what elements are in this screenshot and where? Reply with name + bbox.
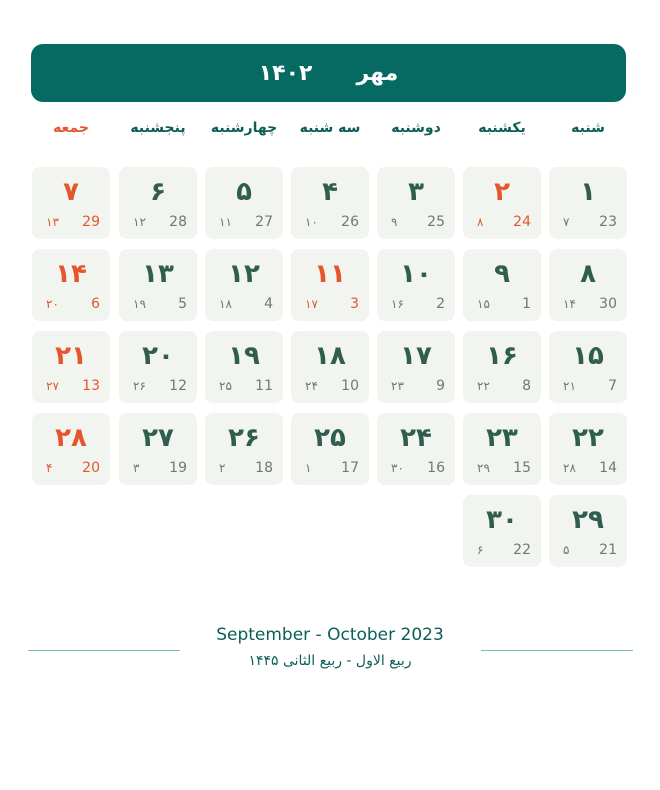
persian-day: ۲۱ bbox=[55, 341, 87, 371]
gregorian-day: 26 bbox=[341, 214, 359, 230]
hijri-day: ۱۸ bbox=[219, 297, 232, 311]
day-cell[interactable] bbox=[377, 167, 455, 239]
hijri-day: ۲۸ bbox=[563, 461, 576, 475]
hijri-day: ۲۱ bbox=[563, 379, 576, 393]
day-cell[interactable] bbox=[291, 167, 369, 239]
weekday-label: شنبه bbox=[571, 120, 605, 136]
gregorian-day: 11 bbox=[255, 378, 273, 394]
day-cell[interactable] bbox=[549, 249, 627, 321]
persian-day: ۲۵ bbox=[314, 423, 346, 453]
weekday-label: جمعه bbox=[53, 120, 89, 136]
day-cell[interactable] bbox=[549, 413, 627, 485]
day-cell[interactable] bbox=[377, 249, 455, 321]
gregorian-day: 16 bbox=[427, 460, 445, 476]
hijri-day: ۲۹ bbox=[477, 461, 490, 475]
persian-day: ۱۴ bbox=[55, 259, 87, 289]
gregorian-day: 18 bbox=[255, 460, 273, 476]
day-cell[interactable] bbox=[119, 413, 197, 485]
persian-day: ۲۰ bbox=[142, 341, 174, 371]
hijri-day: ۱۶ bbox=[391, 297, 404, 311]
hijri-day: ۸ bbox=[477, 215, 484, 229]
persian-day: ۹ bbox=[494, 259, 510, 289]
gregorian-day: 17 bbox=[341, 460, 359, 476]
hijri-day: ۲۴ bbox=[305, 379, 318, 393]
gregorian-day: 25 bbox=[427, 214, 445, 230]
gregorian-day: 2 bbox=[436, 296, 445, 312]
gregorian-day: 14 bbox=[599, 460, 617, 476]
persian-day: ۲۶ bbox=[228, 423, 260, 453]
hijri-day: ۱ bbox=[305, 461, 312, 475]
persian-day: ۱۹ bbox=[228, 341, 260, 371]
persian-day: ۷ bbox=[63, 177, 79, 207]
persian-day: ۲ bbox=[494, 177, 510, 207]
persian-day: ۱ bbox=[580, 177, 596, 207]
persian-day: ۱۳ bbox=[142, 259, 174, 289]
weekday-label: چهارشنبه bbox=[210, 120, 278, 136]
hijri-day: ۲۵ bbox=[219, 379, 232, 393]
footer-divider-left bbox=[28, 650, 180, 651]
day-cell[interactable] bbox=[119, 249, 197, 321]
gregorian-day: 24 bbox=[513, 214, 531, 230]
day-cell[interactable] bbox=[463, 495, 541, 567]
persian-day: ۳ bbox=[408, 177, 424, 207]
gregorian-day: 23 bbox=[599, 214, 617, 230]
hijri-day: ۱۳ bbox=[46, 215, 59, 229]
gregorian-day: 5 bbox=[178, 296, 187, 312]
gregorian-day: 3 bbox=[350, 296, 359, 312]
hijri-day: ۱۰ bbox=[305, 215, 318, 229]
gregorian-day: 8 bbox=[522, 378, 531, 394]
persian-day: ۵ bbox=[236, 177, 252, 207]
day-cell[interactable] bbox=[205, 249, 283, 321]
persian-day: ۲۴ bbox=[400, 423, 432, 453]
persian-day: ۴ bbox=[322, 177, 338, 207]
hijri-day: ۲۳ bbox=[391, 379, 404, 393]
day-cell[interactable] bbox=[377, 331, 455, 403]
day-cell[interactable] bbox=[32, 413, 110, 485]
gregorian-day: 21 bbox=[599, 542, 617, 558]
day-cell[interactable] bbox=[549, 495, 627, 567]
day-cell[interactable] bbox=[291, 331, 369, 403]
persian-day: ۲۹ bbox=[572, 505, 604, 535]
gregorian-day: 7 bbox=[608, 378, 617, 394]
hijri-day: ۴ bbox=[46, 461, 53, 475]
day-cell[interactable] bbox=[205, 167, 283, 239]
hijri-day: ۱۴ bbox=[563, 297, 576, 311]
gregorian-day: 15 bbox=[513, 460, 531, 476]
weekday-label: دوشنبه bbox=[391, 120, 441, 136]
day-cell[interactable] bbox=[205, 413, 283, 485]
gregorian-range: September - October 2023 bbox=[216, 625, 444, 645]
gregorian-day: 22 bbox=[513, 542, 531, 558]
persian-day: ۲۷ bbox=[142, 423, 174, 453]
gregorian-day: 9 bbox=[436, 378, 445, 394]
month-header bbox=[31, 44, 626, 102]
day-cell[interactable] bbox=[463, 413, 541, 485]
hijri-day: ۳۰ bbox=[391, 461, 404, 475]
persian-day: ۲۳ bbox=[486, 423, 518, 453]
gregorian-day: 10 bbox=[341, 378, 359, 394]
weekday-row bbox=[0, 120, 660, 144]
gregorian-day: 29 bbox=[82, 214, 100, 230]
persian-day: ۱۸ bbox=[314, 341, 346, 371]
day-cell[interactable] bbox=[32, 249, 110, 321]
persian-day: ۱۰ bbox=[400, 259, 432, 289]
day-cell[interactable] bbox=[291, 249, 369, 321]
month-name: مهر bbox=[356, 60, 399, 86]
day-cell[interactable] bbox=[377, 413, 455, 485]
persian-day: ۲۲ bbox=[572, 423, 604, 453]
gregorian-day: 20 bbox=[82, 460, 100, 476]
gregorian-day: 1 bbox=[522, 296, 531, 312]
hijri-day: ۲۰ bbox=[46, 297, 59, 311]
hijri-day: ۲۶ bbox=[133, 379, 146, 393]
gregorian-day: 13 bbox=[82, 378, 100, 394]
day-cell[interactable] bbox=[291, 413, 369, 485]
hijri-day: ۱۲ bbox=[133, 215, 146, 229]
day-cell[interactable] bbox=[119, 331, 197, 403]
persian-day: ۲۸ bbox=[55, 423, 87, 453]
weekday-label: سه شنبه bbox=[299, 120, 361, 136]
gregorian-day: 28 bbox=[169, 214, 187, 230]
weekday-label: یکشنبه bbox=[478, 120, 526, 136]
hijri-day: ۷ bbox=[563, 215, 570, 229]
gregorian-day: 4 bbox=[264, 296, 273, 312]
gregorian-day: 19 bbox=[169, 460, 187, 476]
day-cell[interactable] bbox=[32, 331, 110, 403]
persian-day: ۳۰ bbox=[486, 505, 518, 535]
persian-day: ۱۵ bbox=[572, 341, 604, 371]
day-cell[interactable] bbox=[549, 331, 627, 403]
gregorian-day: 27 bbox=[255, 214, 273, 230]
gregorian-day: 6 bbox=[91, 296, 100, 312]
footer-divider-right bbox=[481, 650, 633, 651]
hijri-day: ۲۷ bbox=[46, 379, 59, 393]
gregorian-day: 30 bbox=[599, 296, 617, 312]
hijri-day: ۲۲ bbox=[477, 379, 490, 393]
hijri-day: ۱۱ bbox=[219, 215, 232, 229]
day-cell[interactable] bbox=[32, 167, 110, 239]
persian-day: ۶ bbox=[150, 177, 166, 207]
persian-day: ۸ bbox=[580, 259, 596, 289]
day-cell[interactable] bbox=[549, 167, 627, 239]
persian-day: ۱۲ bbox=[228, 259, 260, 289]
day-cell[interactable] bbox=[463, 249, 541, 321]
weekday-label: پنجشنبه bbox=[130, 120, 186, 136]
hijri-range: ربیع الاول - ربیع الثانی ۱۴۴۵ bbox=[248, 653, 412, 669]
hijri-day: ۱۵ bbox=[477, 297, 490, 311]
day-cell[interactable] bbox=[463, 331, 541, 403]
persian-day: ۱۷ bbox=[400, 341, 432, 371]
hijri-day: ۲ bbox=[219, 461, 226, 475]
hijri-day: ۵ bbox=[563, 543, 570, 557]
month-year: ۱۴۰۲ bbox=[258, 60, 313, 86]
hijri-day: ۹ bbox=[391, 215, 398, 229]
hijri-day: ۶ bbox=[477, 543, 484, 557]
day-cell[interactable] bbox=[463, 167, 541, 239]
gregorian-day: 12 bbox=[169, 378, 187, 394]
persian-day: ۱۱ bbox=[314, 259, 346, 289]
hijri-day: ۱۹ bbox=[133, 297, 146, 311]
day-cell[interactable] bbox=[119, 167, 197, 239]
hijri-day: ۳ bbox=[133, 461, 140, 475]
persian-day: ۱۶ bbox=[486, 341, 518, 371]
day-cell[interactable] bbox=[205, 331, 283, 403]
hijri-day: ۱۷ bbox=[305, 297, 318, 311]
